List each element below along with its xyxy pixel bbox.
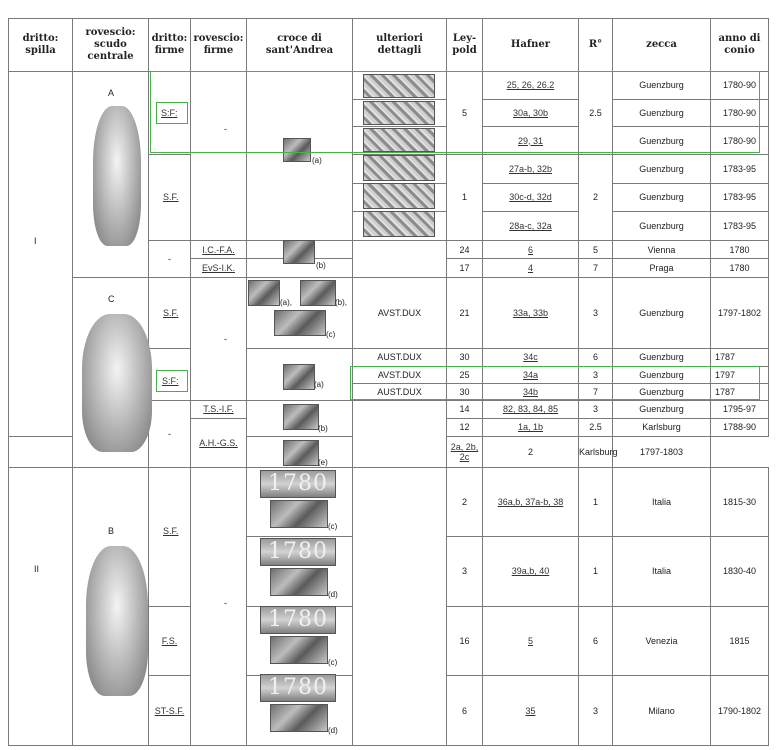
hafner-cell: 2a, 2b, 2c xyxy=(447,437,483,468)
mark-c-label: (c) xyxy=(328,522,338,531)
dettagli-cell: AUST.DUX xyxy=(353,349,447,366)
r-cell: 2 xyxy=(579,154,613,240)
leypold-cell: 17 xyxy=(447,259,483,277)
dritto-firme-label: S:F: xyxy=(162,376,179,386)
mark-a-label: (a) xyxy=(312,156,322,165)
zecca-cell: Guenzburg xyxy=(613,383,711,400)
mark-b-label: (b), xyxy=(335,298,347,307)
detail-image xyxy=(363,183,435,209)
mark-d-label: (d) xyxy=(328,590,338,599)
header-rovescio-firme: rovescio: firme xyxy=(191,19,247,72)
hafner-cell: 39a,b, 40 xyxy=(483,537,579,607)
year-1780-image: 1780 xyxy=(260,538,336,566)
anno-cell: 1797-1803 xyxy=(613,437,711,468)
rovescio-firme-cell: A.H.-G.S. xyxy=(191,418,247,467)
group-C-label: C xyxy=(108,294,115,304)
rovescio-firme-cell: T.S.-I.F. xyxy=(191,401,247,418)
hafner-cell: 1a, 1b xyxy=(483,418,579,436)
croce-b-image xyxy=(283,240,315,264)
leypold-cell: 3 xyxy=(447,537,483,607)
detail-image xyxy=(363,155,435,181)
year-1780-image: 1780 xyxy=(260,674,336,702)
zecca-cell: Italia xyxy=(613,467,711,537)
croce-c-image xyxy=(274,310,326,336)
detail-image xyxy=(363,101,435,125)
r-cell: 1 xyxy=(579,537,613,607)
anno-cell: 1783-95 xyxy=(711,154,769,183)
dritto-firme-cell: F.S. xyxy=(149,606,191,676)
hafner-cell: 33a, 33b xyxy=(483,277,579,349)
rovescio-firme-dash: - xyxy=(224,598,227,608)
hafner-cell: 27a-b, 32b xyxy=(483,154,579,183)
mark-a-label: (a) xyxy=(314,380,324,389)
mark-d-label: (d) xyxy=(328,726,338,735)
anno-cell: 1787 xyxy=(711,349,769,366)
croce-a-image xyxy=(248,280,280,306)
dritto-firme-cell: - xyxy=(149,401,191,467)
zecca-cell: Vienna xyxy=(613,240,711,258)
coin-catalog-table xyxy=(8,18,768,746)
dritto-firme-cell xyxy=(149,467,191,606)
header-anno: anno di conio xyxy=(711,19,769,72)
header-dritto-firme: dritto: firme xyxy=(149,19,191,72)
hafner-cell: 36a,b, 37a-b, 38 xyxy=(483,467,579,537)
anno-cell: 1780 xyxy=(711,259,769,277)
hafner-cell: 28a-c, 32a xyxy=(483,212,579,241)
rovescio-firme-dash: - xyxy=(224,334,227,344)
dettagli-cell: AUST.DUX xyxy=(353,383,447,400)
croce-a-image xyxy=(283,138,311,162)
dettagli-cell xyxy=(353,401,447,467)
zecca-cell: Guenzburg xyxy=(613,183,711,212)
r-cell: 1 xyxy=(579,467,613,537)
croce-b-image xyxy=(283,404,319,430)
croce-d-image xyxy=(270,568,328,596)
rovescio-firme-cell: EvS-I.K. xyxy=(191,259,247,277)
mark-e-label: (e) xyxy=(318,458,328,467)
dettagli-cell xyxy=(353,467,447,745)
dritto-firme-label: S:F: xyxy=(161,108,178,118)
anno-cell: 1783-95 xyxy=(711,183,769,212)
zecca-cell: Guenzburg xyxy=(613,212,711,241)
dettagli-cell xyxy=(353,240,447,277)
zecca-cell: Milano xyxy=(613,676,711,746)
anno-cell: 1815-30 xyxy=(711,467,769,537)
mark-b-label: (b) xyxy=(318,424,328,433)
anno-cell: 1787 xyxy=(711,383,769,400)
dritto-firme-label: S.F. xyxy=(163,192,179,202)
r-cell: 6 xyxy=(579,349,613,366)
hafner-cell: 34c xyxy=(483,349,579,366)
group-II-spilla-cell xyxy=(9,467,73,745)
zecca-cell: Karlsburg xyxy=(613,418,711,436)
table-row xyxy=(9,467,769,537)
rovescio-firme-cell xyxy=(191,72,247,241)
header-croce: croce di sant'Andrea xyxy=(247,19,353,72)
croce-cell xyxy=(9,437,73,468)
anno-cell: 1797-1802 xyxy=(711,277,769,349)
zecca-cell: Guenzburg xyxy=(613,99,711,127)
header-r: R° xyxy=(579,19,613,72)
rovescio-firme-cell: I.C.-F.A. xyxy=(191,240,247,258)
anno-cell: 1788-90 xyxy=(711,418,769,436)
hafner-cell: 30a, 30b xyxy=(483,99,579,127)
header-zecca: zecca xyxy=(613,19,711,72)
zecca-cell: Karlsburg xyxy=(579,437,613,468)
dritto-firme-cell: - xyxy=(149,240,191,277)
group-B-label: B xyxy=(108,526,115,536)
croce-e-image xyxy=(283,440,319,466)
dritto-firme-cell: ST-S.F. xyxy=(149,676,191,746)
zecca-cell: Guenzburg xyxy=(613,154,711,183)
group-I-spilla-cell xyxy=(9,72,73,437)
year-1780-image: 1780 xyxy=(260,470,336,498)
hafner-cell: 5 xyxy=(483,606,579,676)
anno-cell: 1780-90 xyxy=(711,127,769,155)
zecca-cell: Guenzburg xyxy=(613,366,711,383)
leypold-cell: 24 xyxy=(447,240,483,258)
r-cell: 3 xyxy=(579,277,613,349)
r-cell: 3 xyxy=(579,676,613,746)
header-ulteriori: ulteriori dettagli xyxy=(353,19,447,72)
leypold-cell: 25 xyxy=(447,366,483,383)
hafner-cell: 35 xyxy=(483,676,579,746)
hafner-cell: 34b xyxy=(483,383,579,400)
r-cell: 2 xyxy=(483,437,579,468)
leypold-cell: 2 xyxy=(447,467,483,537)
header-row xyxy=(9,19,769,72)
anno-cell: 1780-90 xyxy=(711,72,769,100)
hafner-cell: 30c-d, 32d xyxy=(483,183,579,212)
zecca-cell: Praga xyxy=(613,259,711,277)
hafner-cell: 82, 83, 84, 85 xyxy=(483,401,579,418)
year-1780-image: 1780 xyxy=(260,606,336,634)
mark-b-label: (b) xyxy=(316,261,326,270)
detail-image xyxy=(363,128,435,152)
anno-cell: 1780 xyxy=(711,240,769,258)
zecca-cell: Guenzburg xyxy=(613,349,711,366)
dritto-firme-label: S.F. xyxy=(163,526,179,536)
group-I-label: I xyxy=(34,236,37,246)
rovescio-firme-dash: - xyxy=(224,124,227,134)
group-II-label: II xyxy=(34,564,40,574)
scudo-C-image xyxy=(82,314,152,452)
r-cell: 7 xyxy=(579,259,613,277)
mark-c-label: (c) xyxy=(326,330,336,339)
leypold-cell: 6 xyxy=(447,676,483,746)
dettagli-cell: AVST.DUX xyxy=(353,277,447,349)
anno-cell: 1790-1802 xyxy=(711,676,769,746)
rovescio-firme-cell xyxy=(191,467,247,745)
mark-a-label: (a), xyxy=(280,298,292,307)
r-cell: 2.5 xyxy=(579,418,613,436)
croce-d-image xyxy=(270,704,328,732)
hafner-cell: 4 xyxy=(483,259,579,277)
leypold-cell: 16 xyxy=(447,606,483,676)
leypold-cell: 12 xyxy=(447,418,483,436)
scudo-B-image xyxy=(86,546,148,696)
header-leypold: Ley- pold xyxy=(447,19,483,72)
r-cell: 6 xyxy=(579,606,613,676)
zecca-cell: Guenzburg xyxy=(613,72,711,100)
croce-a-image xyxy=(283,364,315,390)
dritto-firme-label: S.F. xyxy=(163,308,179,318)
hafner-cell: 6 xyxy=(483,240,579,258)
anno-cell: 1830-40 xyxy=(711,537,769,607)
hafner-cell: 29, 31 xyxy=(483,127,579,155)
rovescio-firme-cell xyxy=(191,277,247,401)
group-A-label: A xyxy=(108,88,115,98)
croce-c-image xyxy=(270,636,328,664)
detail-image xyxy=(363,211,435,237)
zecca-cell: Italia xyxy=(613,537,711,607)
zecca-cell: Guenzburg xyxy=(613,401,711,418)
anno-cell: 1795-97 xyxy=(711,401,769,418)
croce-b-image xyxy=(300,280,336,306)
dritto-firme-cell xyxy=(149,349,191,401)
hafner-cell: 34a xyxy=(483,366,579,383)
zecca-cell: Venezia xyxy=(613,606,711,676)
leypold-cell: 30 xyxy=(447,383,483,400)
anno-cell: 1780-90 xyxy=(711,99,769,127)
detail-image xyxy=(363,74,435,98)
leypold-cell: 30 xyxy=(447,349,483,366)
leypold-cell: 1 xyxy=(447,154,483,240)
leypold-cell: 5 xyxy=(447,72,483,155)
r-cell: 2.5 xyxy=(579,72,613,155)
r-cell: 5 xyxy=(579,240,613,258)
zecca-cell: Guenzburg xyxy=(613,277,711,349)
hafner-cell: 25, 26, 26.2 xyxy=(483,72,579,100)
croce-c-image xyxy=(270,500,328,528)
r-cell: 3 xyxy=(579,366,613,383)
anno-cell: 1815 xyxy=(711,606,769,676)
header-rovescio-scudo: rovescio: scudo centrale xyxy=(73,19,149,72)
r-cell: 3 xyxy=(579,401,613,418)
anno-cell: 1797 xyxy=(711,366,769,383)
zecca-cell: Guenzburg xyxy=(613,127,711,155)
r-cell: 7 xyxy=(579,383,613,400)
header-hafner: Hafner xyxy=(483,19,579,72)
header-dritto-spilla: dritto: spilla xyxy=(9,19,73,72)
leypold-cell: 14 xyxy=(447,401,483,418)
anno-cell: 1783-95 xyxy=(711,212,769,241)
leypold-cell: 21 xyxy=(447,277,483,349)
mark-c-label: (c) xyxy=(328,658,338,667)
dettagli-cell: AVST.DUX xyxy=(353,366,447,383)
scudo-A-image xyxy=(93,106,141,246)
